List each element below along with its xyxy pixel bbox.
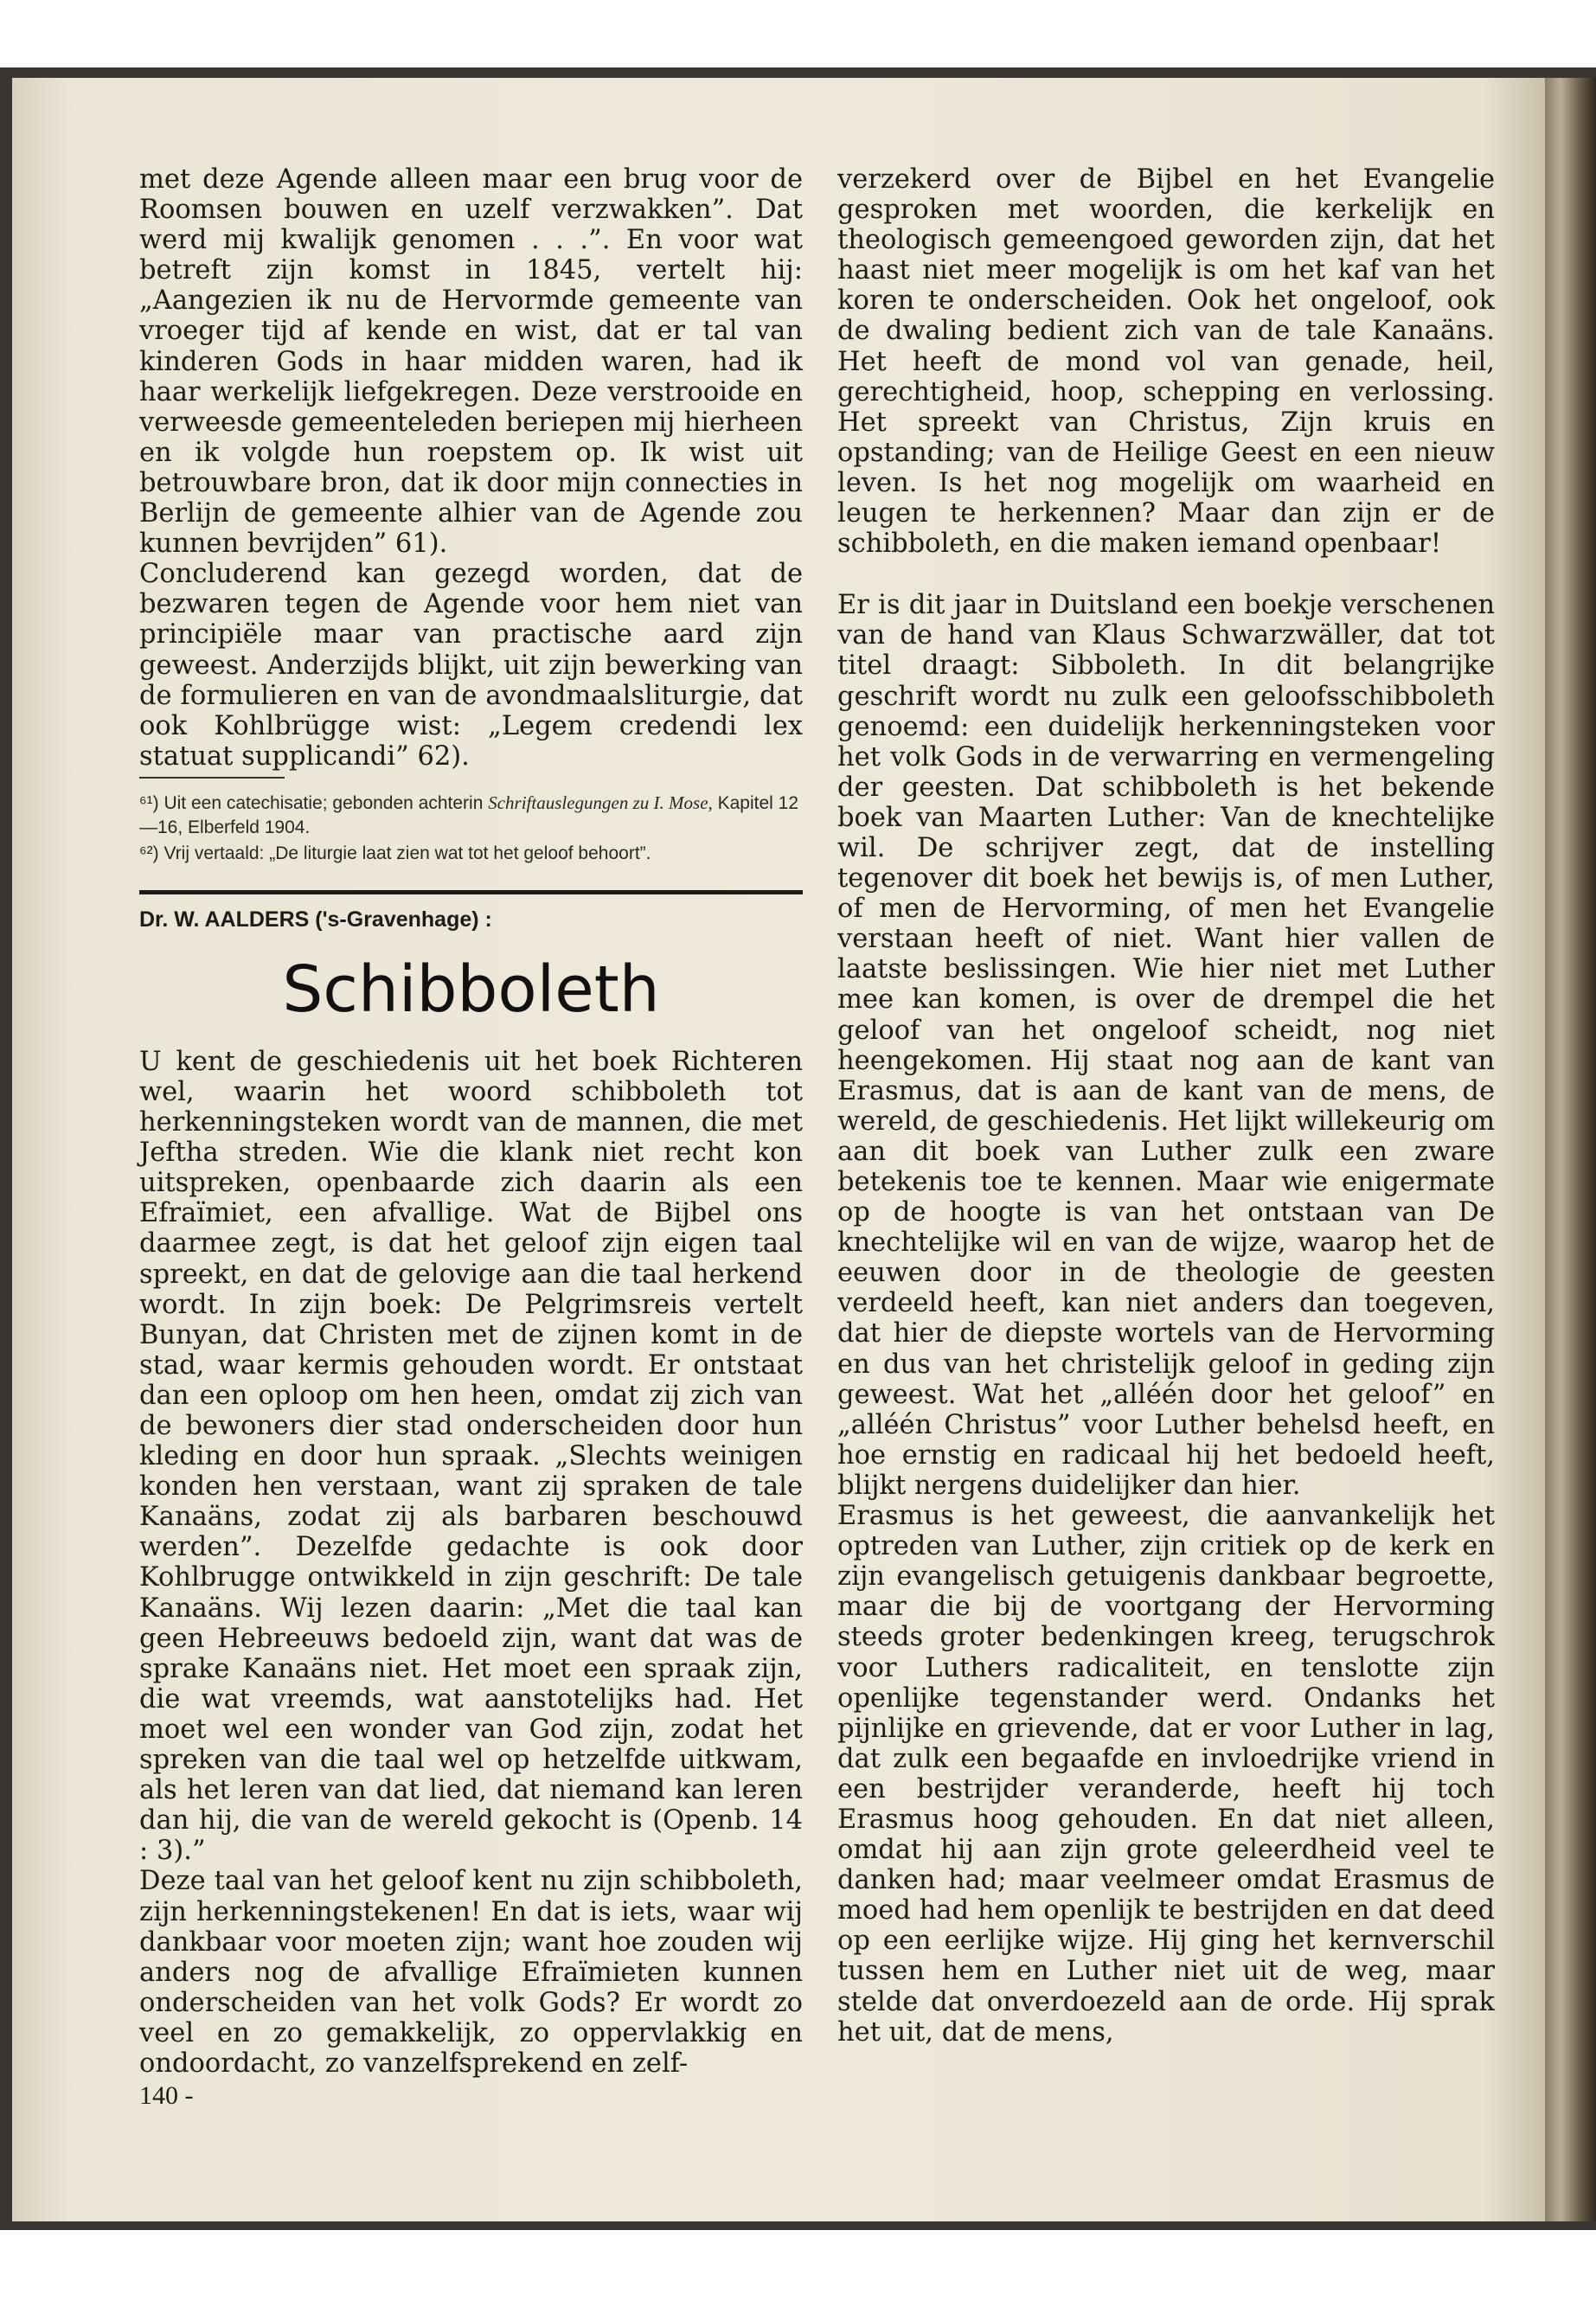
footnote-61-reference: Schriftauslegungen zu I. Mose,	[488, 792, 713, 813]
left-column	[139, 164, 803, 2111]
book-spine-edge	[1545, 78, 1596, 2221]
intro-paragraph: met deze Agende alleen maar een brug voor de Roomsen bouwen en uzelf verzwakken”. Dat werd mij kwalijk genomen . . .”. En voor wat betreft zijn komst in 1845, vertelt hij: „Aangezien ik nu de Hervormde gemeente van vroeger tijd af kende en wist, dat er tal van kinderen Gods in haar midden waren, had ik haar werkelijk liefgekregen. Deze verstrooide en verweesde gemeenteleden beriepen mij hierheen en ik volgde hun roepstem op. Ik wist uit betrouwbare bron, dat ik door mijn connecties in Berlijn de gemeente alhier van de Agende zou kunnen bevrijden” 61).	[139, 164, 803, 560]
right-paragraph-2: Er is dit jaar in Duitsland een boekje verschenen van de hand van Klaus Schwarzwäller, dat tot titel draagt: Sibboleth. In dit belangrijke geschrift wordt nu zulk een geloofsschibboleth genoemd: een duidelijk herkenningsteken voor het volk Gods in de verwarring en vermengeling der geesten. Dat schibboleth is het bekende boek van Maarten Luther: Van de knechtelijke wil. De schrijver zegt, dat de instelling tegenover dit boek het bewijs is, of men Luther, of men de Hervorming, of men het Evangelie verstaan heeft of niet. Want hier vallen de laatste beslissingen. Wie hier niet met Luther mee kan komen, is over de drempel die het geloof van het ongeloof scheidt, nog niet heengekomen. Hij staat nog aan de kant van Erasmus, dat is aan de kant van de mens, de wereld, de geschiedenis. Het lijkt willekeurig om aan dit boek van Luther zulk een zware betekenis toe te kennen. Maar wie enigermate op de hoogte is van het ontstaan van De knechtelijke wil en van de wijze, waarop het de eeuwen door in de theologie de geesten verdeeld heeft, kan niet anders dan toegeven, dat hier de diepste wortels van de Hervorming en dus van het christelijk geloof in geding zijn geweest. Wat het „alléén door het geloof” en „alléén Christus” voor Luther behelsd heeft, en hoe ernstig en radicaal hij het bedoeld heeft, blijkt nergens duidelijker dan hier.	[837, 590, 1495, 1501]
article-paragraph-2: Deze taal van het geloof kent nu zijn schibboleth, zijn herkenningstekenen! En dat is iets, waar wij dankbaar voor moeten zijn; want hoe zouden wij anders nog de afvallige Efraïmieten kunnen onderscheiden van het volk Gods? Er wordt zo veel en zo gemakkelijk, zo oppervlakkig en ondoordacht, zo vanzelfsprekend en zelf-	[139, 1866, 803, 2079]
footnote-61	[139, 791, 803, 840]
footnote-61-tail: Kapitel 12—16, Elberfeld 1904.	[139, 792, 799, 837]
footnote-divider	[139, 777, 285, 779]
right-paragraph-3: Erasmus is het geweest, die aanvankelijk het optreden van Luther, zijn critiek op de kerk en zijn evangelisch getuigenis dankbaar begroette, maar die bij de voortgang der Hervorming steeds groter bedenkingen kreeg, terugschrok voor Luthers radicaliteit, en tenslotte zijn openlijke tegenstander werd. Ondanks het pijnlijke en grievende, dat er voor Luther in lag, dat zulk een begaafde en invloedrijke vriend in een bestrijder veranderde, heeft hij toch Erasmus hoog gehouden. En dat niet alleen, omdat hij aan zijn grote geleerdheid veel te danken had; maar veelmeer omdat Erasmus de moed had hem openlijk te bestrijden en dat deed op een eerlijke wijze. Hij ging het kernverschil tussen hem en Luther niet uit de weg, maar stelde dat onverdoezeld aan de orde. Hij sprak het uit, dat de mens,	[837, 1501, 1495, 2048]
article-paragraph-1: U kent de geschiedenis uit het boek Richteren wel, waarin het woord schibboleth tot herkenningsteken wordt van de mannen, die met Jeftha streden. Wie die klank niet recht kon uitspreken, openbaarde zich daarin als een Efraïmiet, een afvallige. Wat de Bijbel ons daarmee zegt, is dat het geloof zijn eigen taal spreekt, en dat de gelovige aan die taal herkend wordt. In zijn boek: De Pelgrimsreis vertelt Bunyan, dat Christen met de zijnen komt in de stad, waar kermis gehouden wordt. Er ontstaat dan een oploop om hen heen, omdat zij zich van de bewoners dier stad onderscheiden door hun kleding en door hun spraak. „Slechts weinigen konden hen verstaan, want zij spraken de tale Kanaäns, zodat zij als barbaren beschouwd werden”. Dezelfde gedachte is ook door Kohlbrugge ontwikkeld in zijn geschrift: De tale Kanaäns. Wij lezen daarin: „Met die taal kan geen Hebreeuws bedoeld zijn, want dat was de sprake Kanaäns niet. Het moet een spraak zijn, die wat vreemds, wat aanstotelijks had. Het moet wel een wonder van God zijn, zodat het spreken van die taal wel op hetzelfde uitkwam, als het leren van dat lied, dat niemand kan leren dan hij, die van de wereld gekocht is (Openb. 14 : 3).”	[139, 1046, 803, 1867]
section-divider	[139, 890, 803, 894]
footnote-62: ⁶²) Vrij vertaald: „De liturgie laat zien wat tot het geloof behoort”.	[139, 843, 651, 863]
paragraph-gap	[837, 559, 1495, 590]
article-byline: Dr. W. AALDERS ('s-Gravenhage) :	[139, 907, 492, 932]
right-paragraph-1: verzekerd over de Bijbel en het Evangelie gesproken met woorden, die kerkelijk en theologisch gemeengoed geworden zijn, dat het haast niet meer mogelijk is om het kaf van het koren te onderscheiden. Ook het ongeloof, ook de dwaling bedient zich van de tale Kanaäns. Het heeft de mond vol van genade, heil, gerechtigheid, hoop, schepping en verlossing. Het spreekt van Christus, Zijn kruis en opstanding; van de Heilige Geest en een nieuw leven. Is het nog mogelijk om waarheid en leugen te herkennen? Maar dan zijn er de schibboleth, en die maken iemand openbaar!	[837, 164, 1495, 560]
footnote-61-text: ⁶¹) Uit een catechisatie; gebonden achterin	[139, 792, 484, 813]
conclusion-paragraph: Concluderend kan gezegd worden, dat de bezwaren tegen de Agende voor hem niet van principiële maar van practische aard zijn geweest. Anderzijds blijkt, uit zijn bewerking van de formulieren en van de avondmaalsliturgie, dat ook Kohlbrügge wist: „Legem credendi lex statuat supplicandi” 62).	[139, 559, 803, 772]
article-title: Schibboleth	[282, 952, 660, 1027]
page-number: 140 -	[139, 2081, 194, 2111]
right-column	[837, 164, 1495, 2048]
